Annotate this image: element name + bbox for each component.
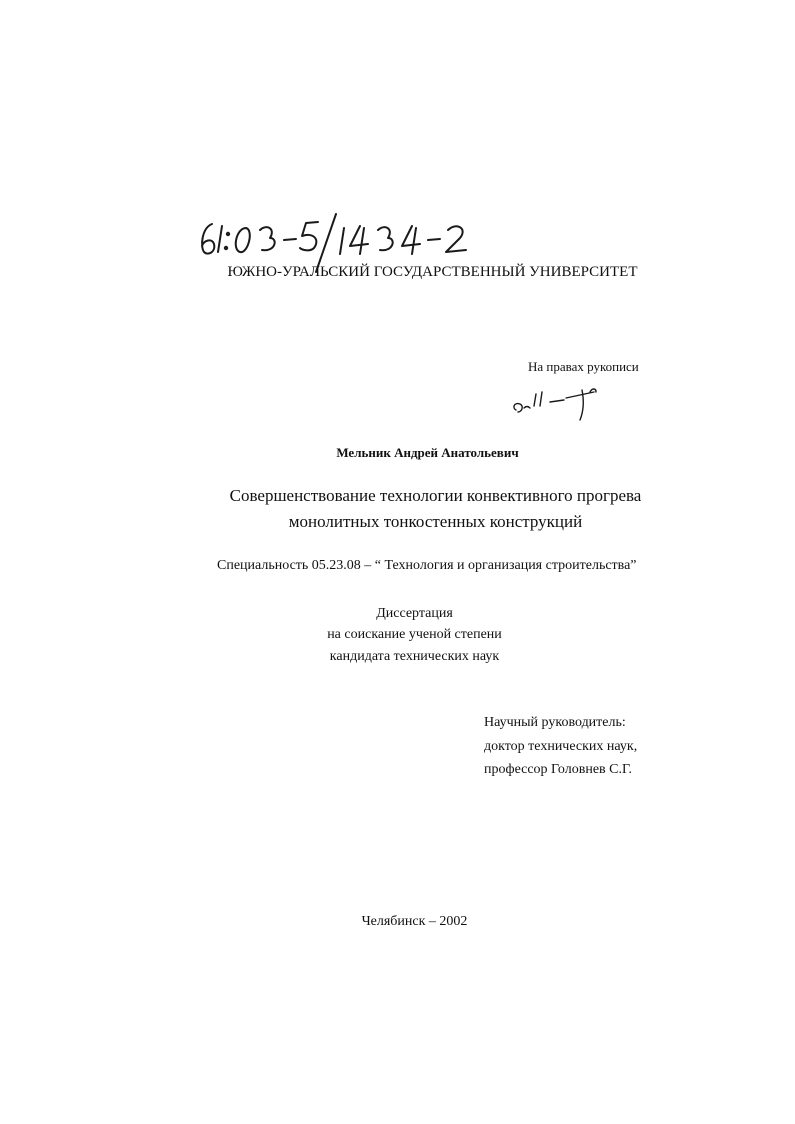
degree-name: кандидата технических наук: [329, 649, 500, 664]
supervisor-name: профессор Головнев С.Г.: [484, 762, 632, 777]
thesis-title-line-1: Совершенствование технологии конвективного прогрева: [229, 486, 642, 505]
manuscript-rights-note: На правах рукописи: [528, 359, 639, 374]
author-name: Мельник Андрей Анатольевич: [336, 445, 519, 460]
city-year: Челябинск – 2002: [361, 914, 468, 929]
specialty-line: Специальность 05.23.08 – “ Технология и организация строительства”: [217, 558, 637, 573]
university-name: ЮЖНО-УРАЛЬСКИЙ ГОСУДАРСТВЕННЫЙ УНИВЕРСИТЕТ: [227, 264, 638, 280]
handwritten-signature: [510, 380, 620, 422]
supervisor-heading: Научный руководитель:: [484, 715, 626, 730]
dissertation-label: Диссертация: [376, 606, 453, 621]
supervisor-degree: доктор технических наук,: [484, 739, 638, 754]
degree-purpose: на соискание ученой степени: [327, 627, 502, 642]
thesis-title-line-2: монолитных тонкостенных конструкций: [288, 512, 583, 531]
